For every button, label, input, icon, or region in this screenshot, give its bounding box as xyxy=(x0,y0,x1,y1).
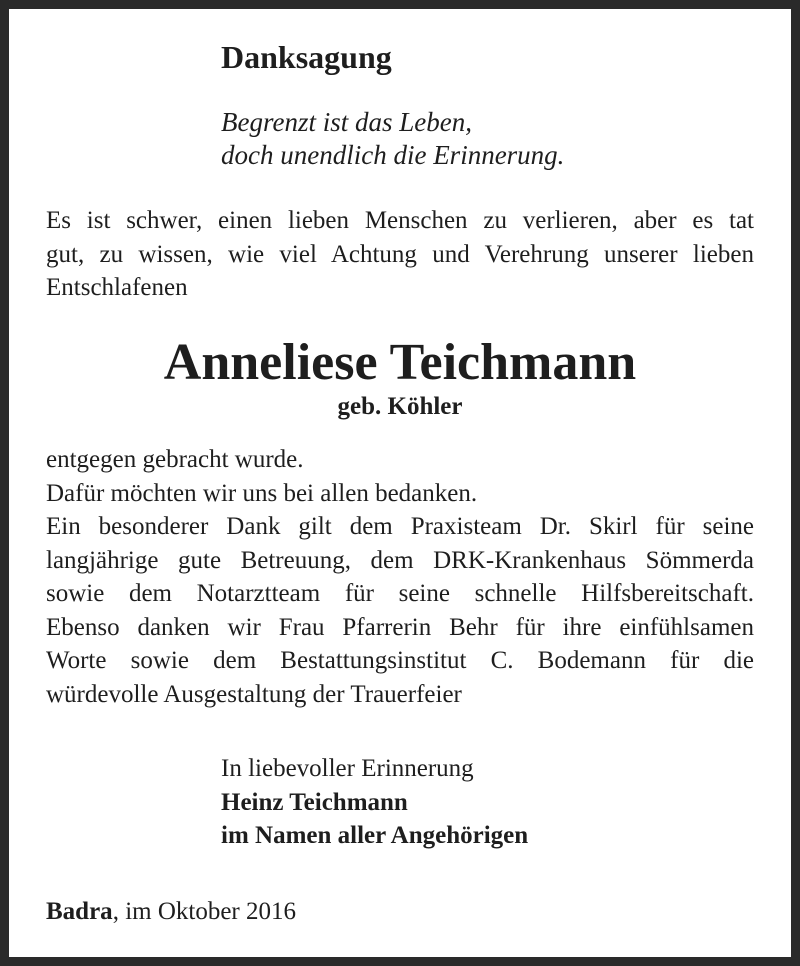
epigraph-quote xyxy=(221,106,564,172)
body-line: würdevolle Ausgestaltung der Trauerfeier xyxy=(46,680,462,708)
signoff-block xyxy=(221,752,528,853)
body-line: langjährige gute Betreuung, dem DRK-Krankenhaus Sömmerda xyxy=(46,546,754,574)
maiden-name: geb. Köhler xyxy=(337,393,463,420)
body-line: Ebenso danken wir Frau Pfarrerin Behr für ihre einfühlsamen xyxy=(46,613,754,641)
signer-name: Heinz Teichmann xyxy=(221,788,408,816)
quote-line: doch unendlich die Erinnerung. xyxy=(221,140,565,170)
intro-line: Entschlafenen xyxy=(46,274,188,301)
place-date-line xyxy=(46,898,296,926)
deceased-name: Anneliese Teichmann xyxy=(163,334,637,391)
intro-line: Es ist schwer, einen lieben Menschen zu verlieren, aber es tat xyxy=(46,207,754,234)
body-line: Ein besonderer Dank gilt dem Praxisteam Dr. Skirl für seine xyxy=(46,513,754,540)
intro-paragraph xyxy=(46,204,754,305)
thanks-paragraph xyxy=(46,443,754,711)
body-line: sowie dem Notarztteam für seine schnelle Hilfsbereitschaft. xyxy=(46,580,754,607)
date-text: , im Oktober 2016 xyxy=(112,898,297,925)
quote-line: Begrenzt ist das Leben, xyxy=(221,107,472,137)
signoff-phrase: In liebevoller Erinnerung xyxy=(221,755,474,782)
place-name: Badra xyxy=(46,898,113,925)
body-line: Dafür möchten wir uns bei allen bedanken. xyxy=(46,479,478,507)
body-line: entgegen gebracht wurde. xyxy=(46,446,304,473)
intro-line: gut, zu wissen, wie viel Achtung und Verehrung unserer lieben xyxy=(46,240,754,268)
body-line: Worte sowie dem Bestattungsinstitut C. Bodemann für die xyxy=(46,647,754,674)
signer-note: im Namen aller Angehörigen xyxy=(221,822,529,849)
notice-heading: Danksagung xyxy=(221,39,392,75)
